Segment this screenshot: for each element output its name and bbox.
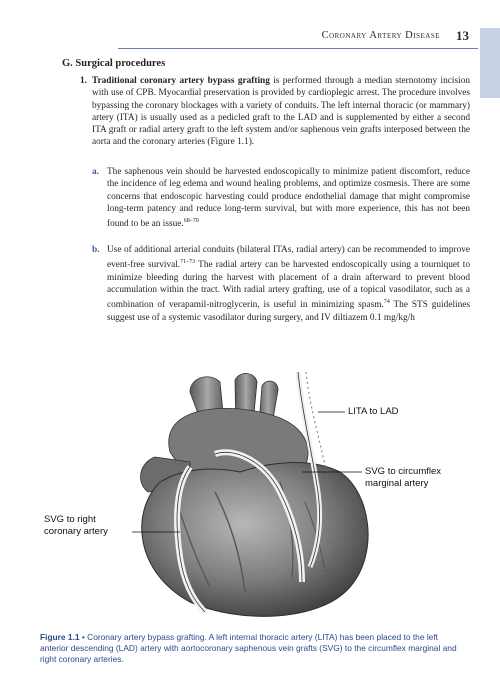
- paragraph-text: is performed through a median sternotomy incision with use of CPB. Myocardial preservation is provided by cardioplegic arrest. The procedure involves bypassing the coronary blockages with a variety of conduits. The left internal thoracic (or mammary) artery (ITA) is usually used as a pedicled graft to the LAD and is supplemented by either a second ITA graft or radial artery graft to the left system and/or saphenous vein grafts interposed between the aorta and the coronary arteries (Figure 1.1).: [92, 76, 470, 148]
- callout-lita-to-lad: LITA to LAD: [348, 406, 399, 417]
- paragraph-text: Use of additional arterial conduits (bilateral ITAs, radial artery) can be recommended to improve event-free survival.: [107, 245, 470, 271]
- paragraph-traditional-cabg: [92, 75, 470, 149]
- sub-item-letter-a: a.: [92, 167, 99, 177]
- reference-superscript: 71–73: [180, 259, 196, 266]
- paragraph-text: The saphenous vein should be harvested endoscopically to minimize patient discomfort, reduce the incidence of leg edema and wound healing problems, and optimize cosmesis. There are some concerns that endoscopic harvesting could produce endothelial damage that might compromise long-term patency and reduce long-term survival, but with more experience, this has not been found to be an issue.: [107, 167, 470, 230]
- caption-bullet: •: [79, 632, 88, 642]
- figure-heart-bypass: [40, 372, 485, 624]
- callout-svg-to-right-coronary: SVG to right coronary artery: [44, 514, 108, 537]
- caption-text: Coronary artery bypass grafting. A left internal thoracic artery (LITA) has been placed to the left anterior descending (LAD) artery with aortocoronary saphenous vein grafts (SVG) to the circumflex marginal and right coronary arteries.: [40, 632, 457, 664]
- sub-item-letter-b: b.: [92, 245, 100, 255]
- paragraph-text: The radial artery can be harvested endoscopically using a tourniquet to minimize bleeding during the harvest with placement of a drain afterward to prevent blood accumulation within the tract. With radial artery grafting, use of a topical vasodilator, such as a combination of verapamil-nitroglycerin, is useful in minimizing spasm.: [107, 260, 470, 311]
- paragraph-saphenous-vein: [107, 166, 470, 231]
- item-number: 1.: [80, 76, 87, 86]
- reference-superscript: 68–70: [183, 218, 199, 225]
- paragraph-lead: Traditional coronary artery bypass grafting: [92, 76, 270, 86]
- figure-caption: [40, 632, 460, 665]
- paragraph-arterial-conduits: [107, 244, 470, 324]
- callout-svg-to-circumflex: SVG to circumflex marginal artery: [365, 466, 442, 489]
- heart-illustration: [40, 372, 485, 624]
- chapter-thumb-tab: [480, 28, 500, 98]
- running-title: Coronary Artery Disease: [321, 30, 440, 41]
- figure-label: Figure 1.1: [40, 632, 80, 642]
- section-heading: G. Surgical procedures: [62, 58, 166, 69]
- paragraph-text: The STS guidelines suggest use of a systemic vasodilator during surgery, and IV diltiazem 0.1 mg/kg/h: [107, 300, 471, 323]
- header-rule: [118, 48, 478, 49]
- reference-superscript: 74: [383, 299, 390, 306]
- page-number: 13: [456, 28, 469, 43]
